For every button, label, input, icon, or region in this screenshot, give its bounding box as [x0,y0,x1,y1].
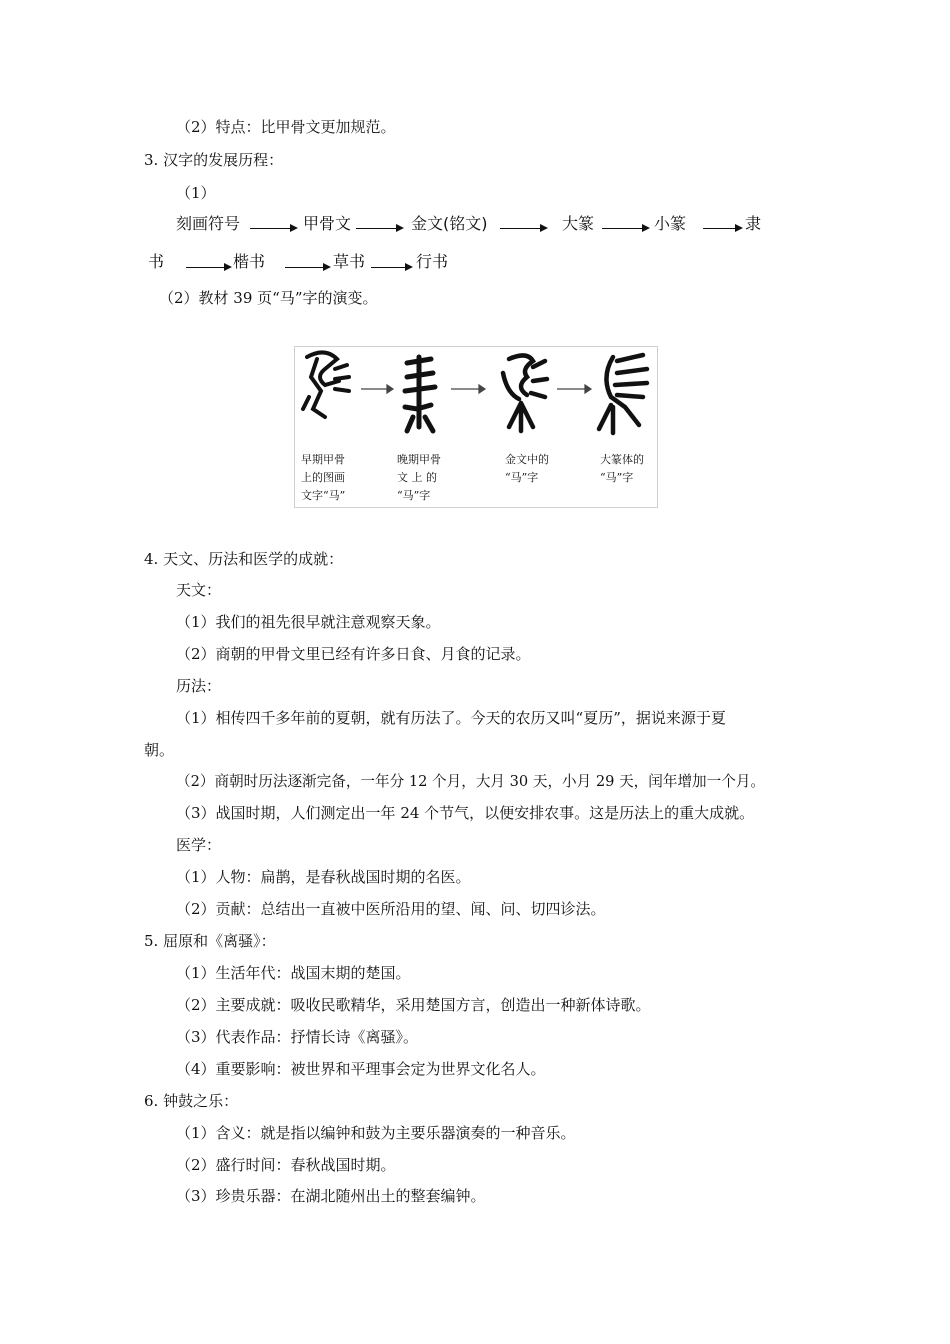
late-oracle-glyph [405,357,435,431]
section-6-heading: 6. 钟鼓之乐： [144,1092,239,1110]
flow-step: 金文(铭文) [411,214,488,233]
ma-character-evolution-figure [294,346,658,508]
feature-line: （2）特点：比甲骨文更加规范。 [176,118,396,136]
flow-step: 刻画符号 [176,214,241,233]
section-5-heading: 5. 屈原和《离骚》： [144,932,276,950]
calendar-item-1: （1）相传四千多年前的夏朝，就有历法了。今天的农历又叫“夏历”，据说来源于夏 [176,709,726,727]
quyuan-item-3: （3）代表作品：抒情长诗《离骚》。 [176,1028,419,1046]
quyuan-item-2: （2）主要成就：吸收民歌精华，采用楚国方言，创造出一种新体诗歌。 [176,996,651,1014]
flow-step: 甲骨文 [303,214,352,233]
item-2-line: （2）教材 39 页“马”字的演变。 [159,289,378,307]
bronze-glyph [503,355,547,431]
glyph-drawings [295,347,657,447]
medicine-subheading: 医学： [176,836,222,854]
section-3-heading: 3. 汉字的发展历程： [144,151,284,169]
quyuan-item-4: （4）重要影响：被世界和平理事会定为世界文化名人。 [176,1060,546,1078]
flow-step: 楷书 [233,252,266,271]
figure-arrow [557,385,591,393]
flow-arrow [186,267,230,268]
flow-arrow [285,267,329,268]
early-oracle-glyph [303,352,349,417]
flow-step: 书 [148,252,165,271]
caption-bronze: 金文中的 “马”字 [505,453,549,484]
great-seal-glyph [599,355,647,433]
calendar-subheading: 历法： [176,677,222,695]
flow-step: 草书 [333,252,366,271]
figure-arrow [361,385,393,393]
flow-arrow [602,228,648,229]
item-1-label: （1） [176,184,216,202]
astronomy-item-1: （1）我们的祖先很早就注意观察天象。 [176,613,441,631]
bells-item-2: （2）盛行时间：春秋战国时期。 [176,1156,396,1174]
flow-arrow [500,228,546,229]
flow-step: 行书 [416,252,449,271]
medicine-item-2: （2）贡献：总结出一直被中医所沿用的望、闻、问、切四诊法。 [176,900,606,918]
flow-arrow [371,267,411,268]
flow-step: 大篆 [562,214,595,233]
calendar-item-3: （3）战国时期，人们测定出一年 24 个节气，以便安排农事。这是历法上的重大成就。 [176,804,755,822]
astronomy-item-2: （2）商朝的甲骨文里已经有许多日食、月食的记录。 [176,645,531,663]
flow-arrow [356,228,402,229]
calendar-item-2: （2）商朝时历法逐渐完备，一年分 12 个月，大月 30 天，小月 29 天，闰年增加一个月。 [176,773,766,790]
medicine-item-1: （1）人物：扁鹊，是春秋战国时期的名医。 [176,868,471,886]
quyuan-item-1: （1）生活年代：战国末期的楚国。 [176,964,411,982]
calendar-item-1-cont: 朝。 [144,741,175,759]
bells-item-3: （3）珍贵乐器：在湖北随州出土的整套编钟。 [176,1187,486,1205]
caption-great-seal: 大篆体的 “马”字 [600,453,644,484]
figure-arrow [451,385,485,393]
caption-late-oracle: 晚期甲骨 文 上 的 “马”字 [397,453,441,502]
flow-arrow [703,228,741,229]
flow-step: 隶 [745,214,762,233]
flow-step: 小篆 [654,214,687,233]
flow-arrow [250,228,296,229]
bells-item-1: （1）含义：就是指以编钟和鼓为主要乐器演奏的一种音乐。 [176,1124,576,1142]
astronomy-subheading: 天文： [176,581,222,599]
section-4-heading: 4. 天文、历法和医学的成就： [144,550,344,568]
caption-early-oracle: 早期甲骨 上的图画 文字“马” [301,453,346,502]
